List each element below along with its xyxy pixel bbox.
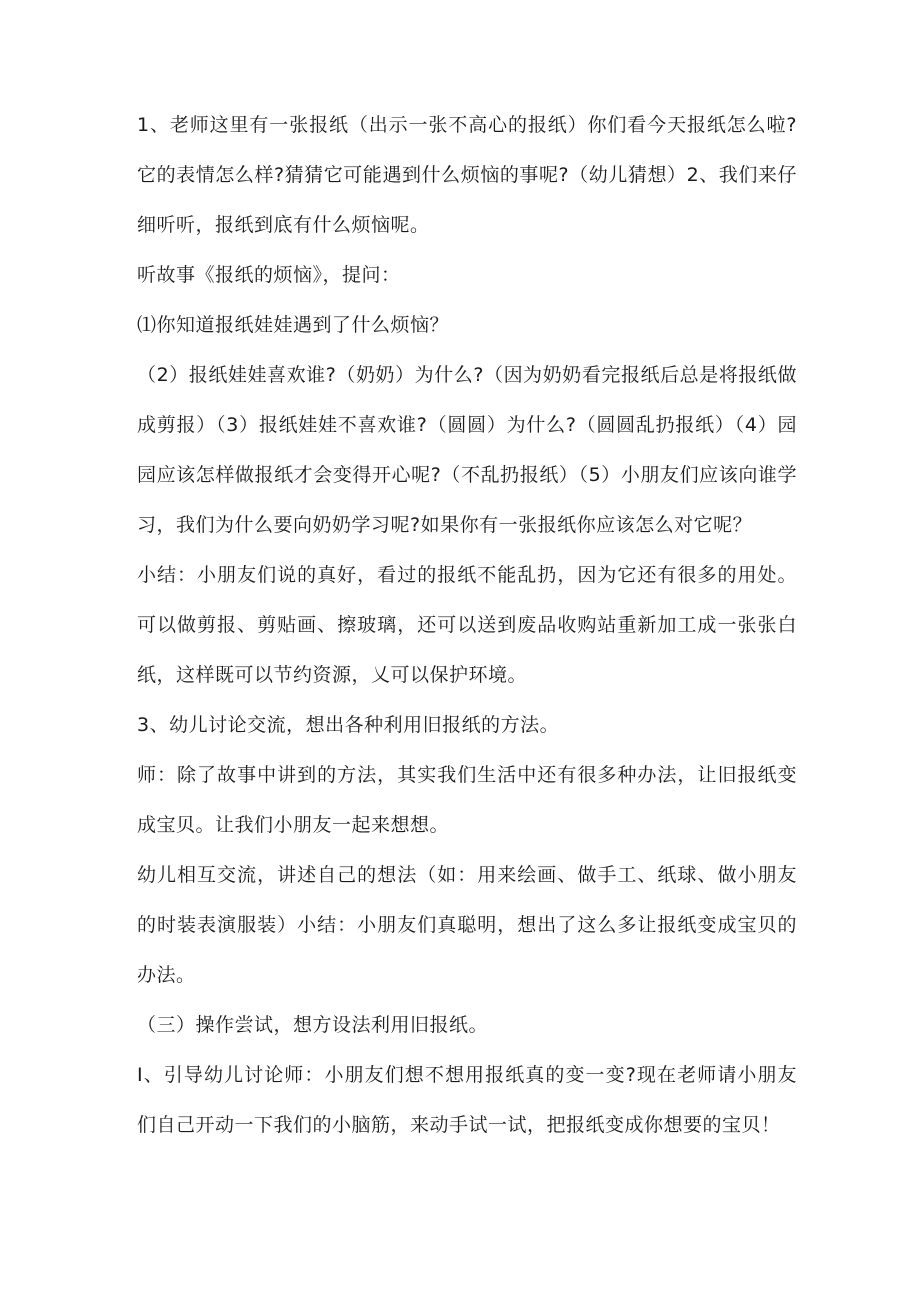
paragraph-3: ⑴你知道报纸娃娃遇到了什么烦恼？: [137, 314, 450, 336]
paragraph-6: 3、幼儿讨论交流，想出各种利用旧报纸的方法。: [137, 714, 560, 736]
paragraph-7: 师：除了故事中讲到的方法，其实我们生活中还有很多种办法，让旧报纸变成宝贝。让我们小朋友一起来想想。: [137, 764, 797, 836]
paragraph-8: 幼儿相互交流，讲述自己的想法（如：用来绘画、做手工、纸球、做小朋友的时装表演服装）小结：小朋友们真聪明，想出了这么多让报纸变成宝贝的办法。: [137, 864, 797, 986]
paragraph-2: 听故事《报纸的烦恼》，提问：: [137, 264, 401, 286]
paragraph-9: （三）操作尝试，想方设法利用旧报纸。: [137, 1014, 489, 1036]
paragraph-1: 1、老师这里有一张报纸（出示一张不高心的报纸）你们看今天报纸怎么啦?它的表情怎么样?猜猜它可能遇到什么烦恼的事呢?（幼儿猜想）2、我们来仔细听听，报纸到底有什么烦恼呢。: [137, 114, 797, 236]
paragraph-4: （2）报纸娃娃喜欢谁?（奶奶）为什么?（因为奶奶看完报纸后总是将报纸做成剪报）（3）报纸娃娃不喜欢谁?（圆圆）为什么?（圆圆乱扔报纸）（4）园园应该怎样做报纸才会变得开心呢?（不乱扔报纸）（5）小朋友们应该向谁学习，我们为什么要向奶奶学习呢?如果你有一张报纸你应该怎么对它呢？: [137, 364, 797, 536]
document-page: [137, 100, 797, 1150]
paragraph-10: I、引导幼儿讨论师：小朋友们想不想用报纸真的变一变?现在老师请小朋友们自己开动一下我们的小脑筋，来动手试一试，把报纸变成你想要的宝贝！: [137, 1064, 797, 1136]
paragraph-5: 小结：小朋友们说的真好，看过的报纸不能乱扔，因为它还有很多的用处。可以做剪报、剪贴画、擦玻璃，还可以送到废品收购站重新加工成一张张白纸，这样既可以节约资源，乂可以保护环境。: [137, 564, 797, 686]
